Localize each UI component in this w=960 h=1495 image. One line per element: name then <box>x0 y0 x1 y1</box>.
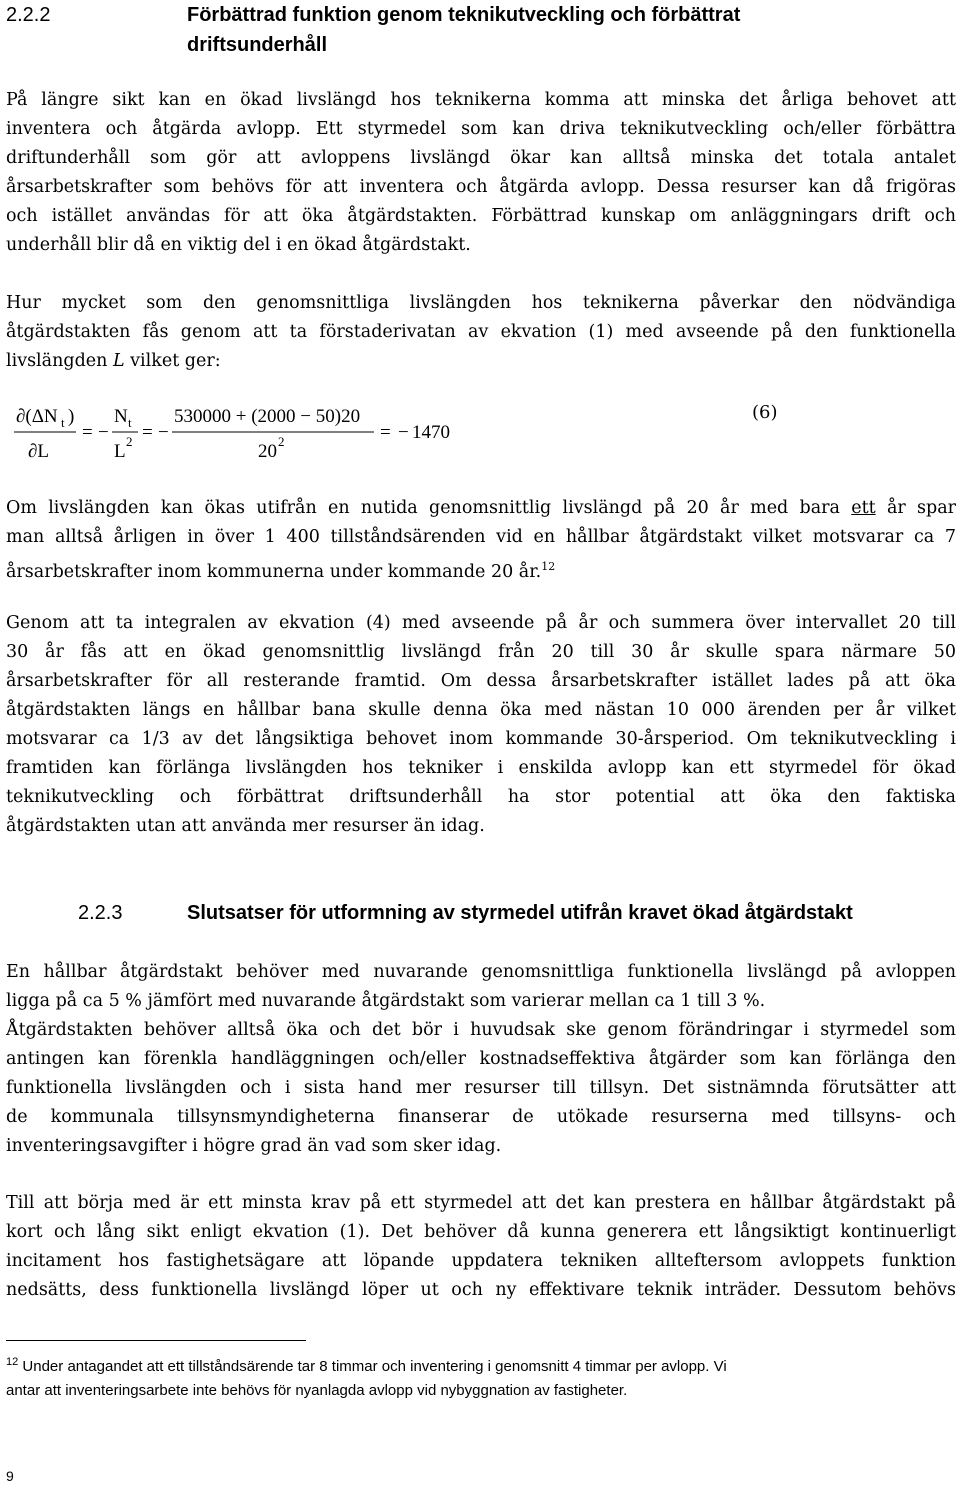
eq-numerator-N: N <box>114 406 128 427</box>
eq-superscript: 2 <box>126 434 133 449</box>
paragraph-line: teknikutveckling och förbättrat driftsunderhåll ha stor potential att öka den faktiska <box>6 787 956 807</box>
paragraph-2 <box>6 289 956 376</box>
equation-6 <box>6 402 946 472</box>
paragraph-line: inventeringsavgifter i högre grad än vad som sker idag. <box>6 1136 502 1156</box>
eq-result: 1470 <box>412 422 450 443</box>
eq-equals: = <box>142 422 153 443</box>
paragraph-line: åtgärdstakten fås genom att ta förstaderivatan av ekvation (1) med avseende på den funktionella <box>6 322 956 342</box>
text-run: år spar <box>875 498 956 518</box>
paragraph-line: åtgärdstakten längs en hållbar bana skulle denna öka med nästan 10 000 ärenden per år vilket <box>6 700 956 720</box>
eq-subscript: t <box>61 415 65 430</box>
paragraph-line: kort och lång sikt enligt ekvation (1). Det behöver då kunna generera ett långsiktigt kontinuerligt <box>6 1222 956 1242</box>
eq-partial-numerator: ∂(ΔN <box>16 406 58 427</box>
paragraph-line: nedsätts, dess funktionella livslängd löper ut och ny effektivare teknik inträder. Dessutom behövs <box>6 1280 956 1300</box>
eq-minus: − <box>98 422 109 443</box>
text-run: Om livslängden kan ökas utifrån en nutida genomsnittlig livslängd på 20 år med bara <box>6 498 852 518</box>
paragraph-3 <box>6 494 956 587</box>
section-title: Slutsatser för utformning av styrmedel utifrån kravet ökad åtgärdstakt <box>187 902 853 924</box>
paragraph-line: ligga på ca 5 % jämfört med nuvarande åtgärdstakt som varierar mellan ca 1 till 3 %. <box>6 991 766 1011</box>
eq-subscript: t <box>128 415 132 430</box>
paragraph-line: årsarbetskrafter för all resterande framtid. Om dessa årsarbetskrafter istället lades på att öka <box>6 671 956 691</box>
eq-numerator-expression: 530000 + (2000 − 50)20 <box>174 406 361 427</box>
eq-partial-denominator: ∂L <box>28 441 49 462</box>
eq-minus: − <box>158 422 169 443</box>
section-number: 2.2.2 <box>6 4 51 26</box>
footnote-marker: 12 <box>6 1356 19 1368</box>
paragraph-line: årsarbetskrafter som behövs för att inventera och åtgärda avlopp. Dessa resurser kan då frigöras <box>6 177 956 197</box>
paragraph-line: Hur mycket som den genomsnittliga livslängden hos teknikerna påverkar den nödvändiga <box>6 293 956 313</box>
page-number: 9 <box>6 1468 14 1484</box>
eq-denominator-20: 20 <box>258 441 277 462</box>
section-number: 2.2.3 <box>78 902 123 924</box>
text-run: vilket ger: <box>124 351 221 371</box>
paragraph-line: man alltså årligen in över 1 400 tillståndsärenden vid en hållbar åtgärdstakt vilket motsvarar ca 7 <box>6 527 956 547</box>
paragraph-line: driftunderhåll som gör att avloppens livslängd ökar kan alltså minska det totala antalet <box>6 148 956 168</box>
footnote-reference[interactable]: 12 <box>541 560 556 573</box>
paragraph-line: och istället användas för att öka åtgärdstakten. Förbättrad kunskap om anläggningars drift och <box>6 206 956 226</box>
footnote-12 <box>6 1350 946 1403</box>
paragraph-4 <box>6 609 956 841</box>
paragraph-line: underhåll blir då en viktig del i en ökad åtgärdstakt. <box>6 235 471 255</box>
eq-equals: = <box>380 422 391 443</box>
paragraph-line <box>6 494 956 523</box>
paragraph-line: framtiden kan förlänga livslängden hos tekniker i enskilda avlopp kan ett styrmedel för ökad <box>6 758 956 778</box>
footnote-line: antar att inventeringsarbete inte behövs för nyanlagda avlopp vid nybyggnation av fastigheter. <box>6 1382 628 1399</box>
equation-number: (6) <box>752 402 778 423</box>
section-title <box>187 0 957 60</box>
paragraph-line: På längre sikt kan en ökad livslängd hos teknikerna komma att minska det årliga behovet att <box>6 90 956 110</box>
section-title-line-1: Förbättrad funktion genom teknikutveckling och förbättrat <box>187 4 741 26</box>
eq-close-paren: ) <box>68 406 75 427</box>
paragraph-line: åtgärdstakten utan att använda mer resurser än idag. <box>6 816 485 836</box>
paragraph-6 <box>6 1189 956 1305</box>
eq-minus: − <box>398 422 409 443</box>
paragraph-line: motsvarar ca 1/3 av det långsiktiga behovet inom kommande 30-årsperiod. Om teknikutveckling i <box>6 729 956 749</box>
footnote-separator <box>6 1340 306 1341</box>
eq-equals: = <box>82 422 93 443</box>
footnote-line <box>6 1350 946 1379</box>
text-run: Under antagandet att ett tillståndsärende tar 8 timmar och inventering i genomsnitt 4 timmar per avlopp. Vi <box>18 1358 727 1375</box>
paragraph-line <box>6 347 956 376</box>
paragraph-line: Till att börja med är ett minsta krav på ett styrmedel att det kan prestera en hållbar åtgärdstakt på <box>6 1193 956 1213</box>
text-run: livslängden <box>6 351 113 371</box>
paragraph-5 <box>6 958 956 1161</box>
paragraph-line: funktionella livslängden och i sista hand mer resurser till tillsyn. Det sistnämnda förutsätter att <box>6 1078 956 1098</box>
paragraph-line: Genom att ta integralen av ekvation (4) med avseende på år och summera över intervallet 20 till <box>6 613 956 633</box>
eq-denominator-L: L <box>114 441 126 462</box>
paragraph-line: Åtgärdstakten behöver alltså öka och det bör i huvudsak ske genom förändringar i styrmedel som <box>6 1020 956 1040</box>
section-title-line-2: driftsunderhåll <box>187 34 328 56</box>
variable-L: L <box>112 351 125 371</box>
underlined-word: ett <box>851 498 876 518</box>
paragraph-line: de kommunala tillsynsmyndigheterna finanserar de utökade resurserna med tillsyns- och <box>6 1107 956 1127</box>
text-run: årsarbetskrafter inom kommunerna under kommande 20 år. <box>6 561 542 582</box>
paragraph-line: En hållbar åtgärdstakt behöver med nuvarande genomsnittliga funktionella livslängd på avloppen <box>6 962 956 982</box>
paragraph-line: incitament hos fastighetsägare att löpande uppdatera tekniken allteftersom avloppets funktion <box>6 1251 956 1271</box>
paragraph-line: antingen kan förenkla handläggningen och/eller kostnadseffektiva åtgärder som kan förlänga den <box>6 1049 956 1069</box>
paragraph-line: inventera och åtgärda avlopp. Ett styrmedel som kan driva teknikutveckling och/eller förbättra <box>6 119 956 139</box>
paragraph-line <box>6 552 956 587</box>
paragraph-1 <box>6 86 956 260</box>
eq-superscript: 2 <box>278 434 285 449</box>
paragraph-line: 30 år fås att en ökad genomsnittlig livslängd från 20 till 30 år skulle spara närmare 50 <box>6 642 956 662</box>
